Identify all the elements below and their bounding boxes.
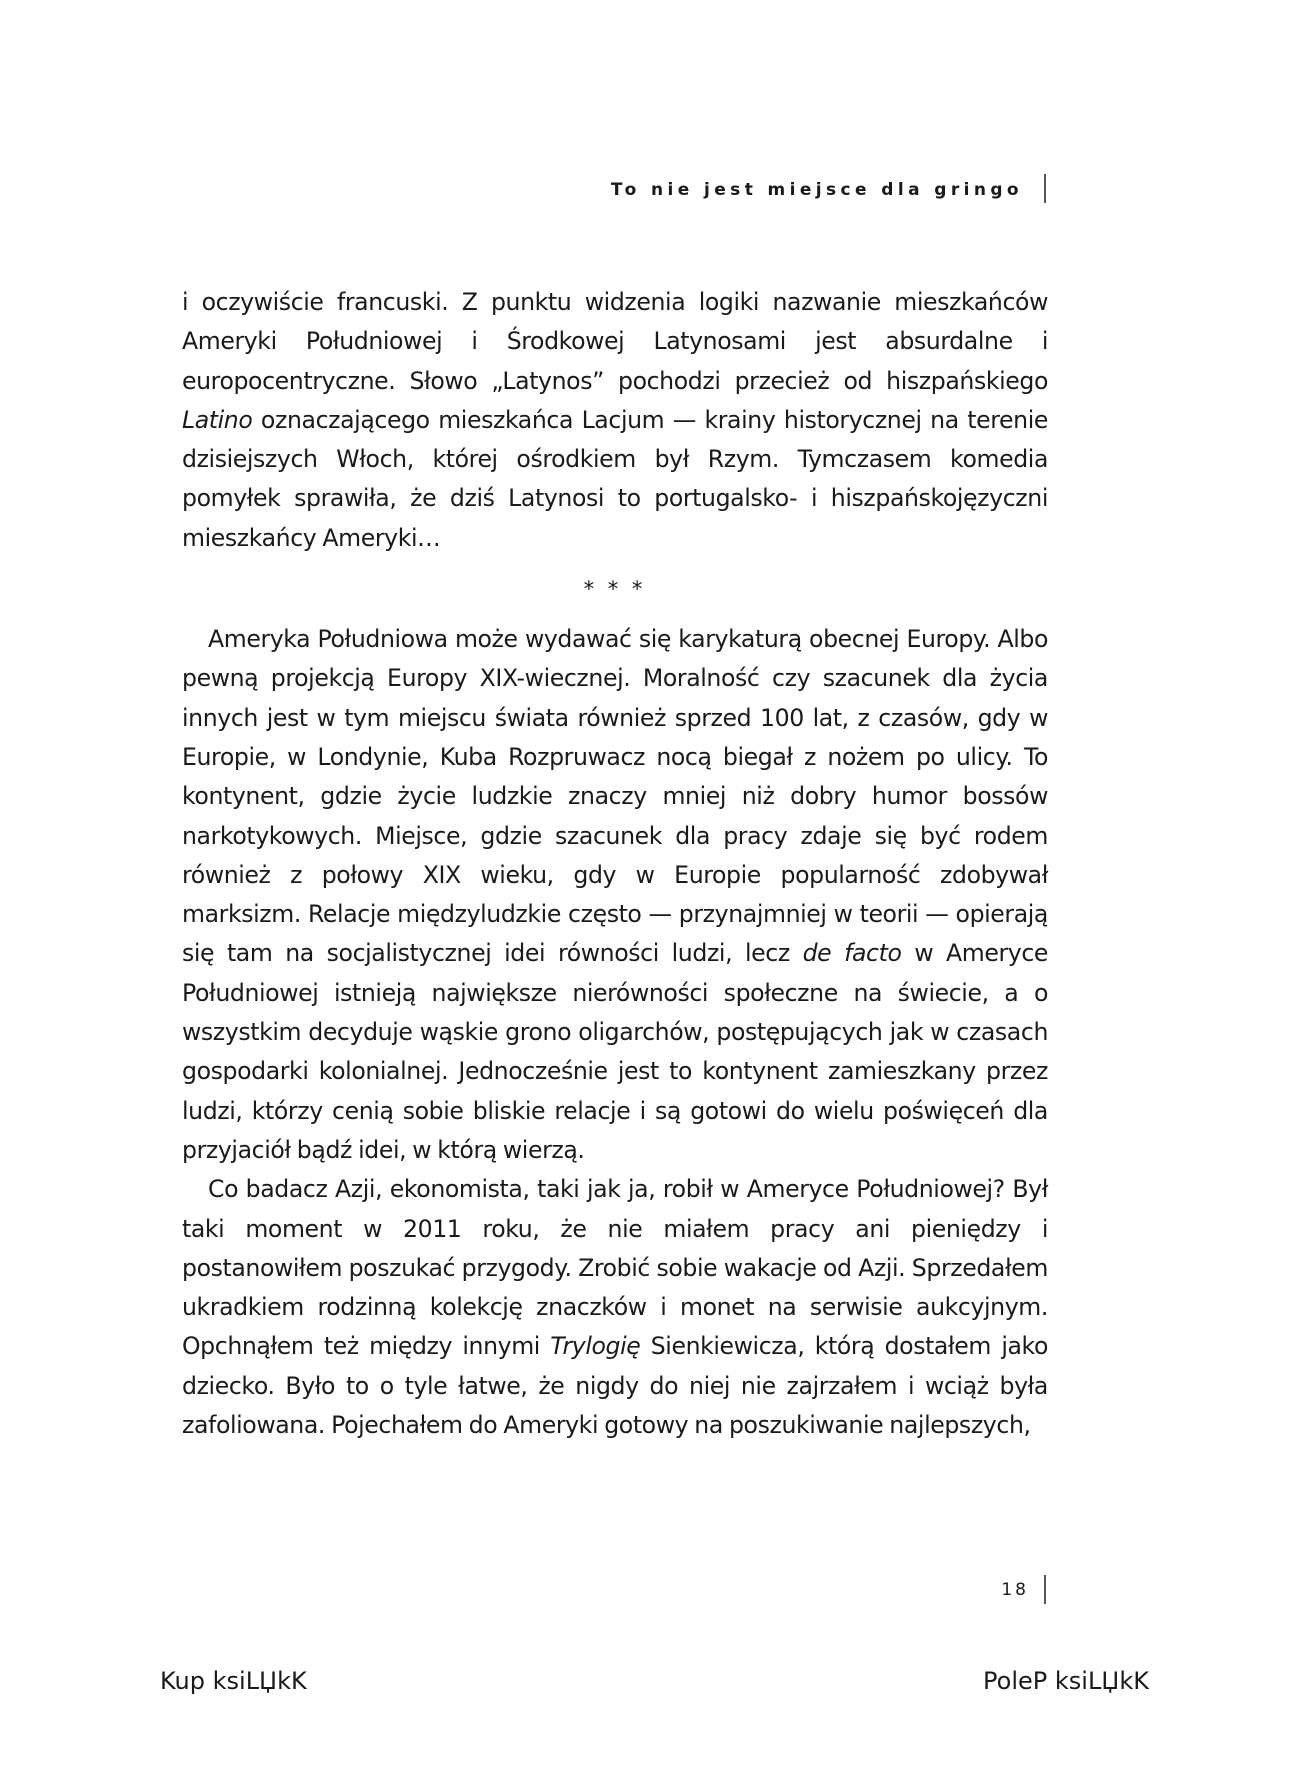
paragraph-3-text-b: Sienkiewicza, którą dostałem jako dziecko. Było to o tyle łatwe, że nigdy do niej nie zajrzałem i wciąż była zafoliowana. Pojechałem do Ameryki gotowy na poszukiwanie najlepszych, [182,1332,1048,1440]
paragraph-2-text-a: Ameryka Południowa może wydawać się karykaturą obecnej Europy. Albo pewną projekcją Europy XIX-wiecznej. Moralność czy szacunek dla życia innych jest w tym miejscu świata również sprzed 100 lat, z czasów, gdy w Europie, w Londynie, Kuba Rozpruwacz nocą biegał z nożem po ulicy. To kontynent, gdzie życie ludzkie znaczy mniej niż dobry humor bossów narkotykowych. Miejsce, gdzie szacunek dla pracy zdaje się być rodem również z połowy XIX wieku, gdy w Europie popularność zdobywał marksizm. Relacje międzyludzkie często — przynajmniej w teorii — opierają się tam na socjalistycznej idei równości ludzi, lecz [182,625,1048,968]
paragraph-3-italic: Trylogię [550,1332,641,1361]
paragraph-1-italic: Latino [182,405,253,434]
section-separator: * * * [583,577,647,602]
paragraph-1-text-a: i oczywiście francuski. Z punktu widzenia logiki nazwanie mieszkańców Ameryki Południowej i Środkowej Latynosami jest absurdalne i europocentryczne. Słowo „Latynos” pochodzi przecież od hiszpańskiego [182,288,1048,395]
running-head-divider [1044,174,1046,203]
page-number: 18 [1001,1580,1029,1600]
paragraph-2-text-b: w Ameryce Południowej istnieją największe nierówności społeczne na świecie, a o wszystkim decyduje wąskie grono oligarchów, postępujących jak w czasach gospodarki kolonialnej. Jednocześnie jest to kontynent zamieszkany przez ludzi, którzy cenią sobie bliskie relacje i są gotowi do wielu poświęceń dla przyjaciół bądź idei, w którą wierzą. [182,939,1049,1164]
paragraph-2 [182,620,1048,1170]
running-head-title: To nie jest miejsce dla gringo [610,180,1023,200]
paragraph-2-italic: de facto [802,939,902,968]
recommend-book-link[interactable]: PoleP ksiLЏkK [983,1667,1149,1695]
paragraph-1 [182,283,1048,558]
paragraph-3 [182,1170,1048,1445]
paragraph-1-text-b: oznaczającego mieszkańca Lacjum — krainy historycznej na terenie dzisiejszych Włoch, której ośrodkiem był Rzym. Tymczasem komedia pomyłek sprawiła, że dziś Latynosi to portugalsko- i hiszpańskojęzyczni mieszkańcy Ameryki… [182,405,1048,552]
buy-book-link[interactable]: Kup ksiLЏkK [160,1667,307,1695]
paragraph-3-text-a: Co badacz Azji, ekonomista, taki jak ja, robił w Ameryce Południowej? Był taki moment w 2011 roku, że nie miałem pracy ani pieniędzy i postanowiłem poszukać przygody. Zrobić sobie wakacje od Azji. Sprzedałem ukradkiem rodzinną kolekcję znaczków i monet na serwisie aukcyjnym. Opchnąłem też między innymi [182,1175,1048,1361]
main-text [182,283,1048,1445]
page-number-divider [1044,1575,1046,1604]
